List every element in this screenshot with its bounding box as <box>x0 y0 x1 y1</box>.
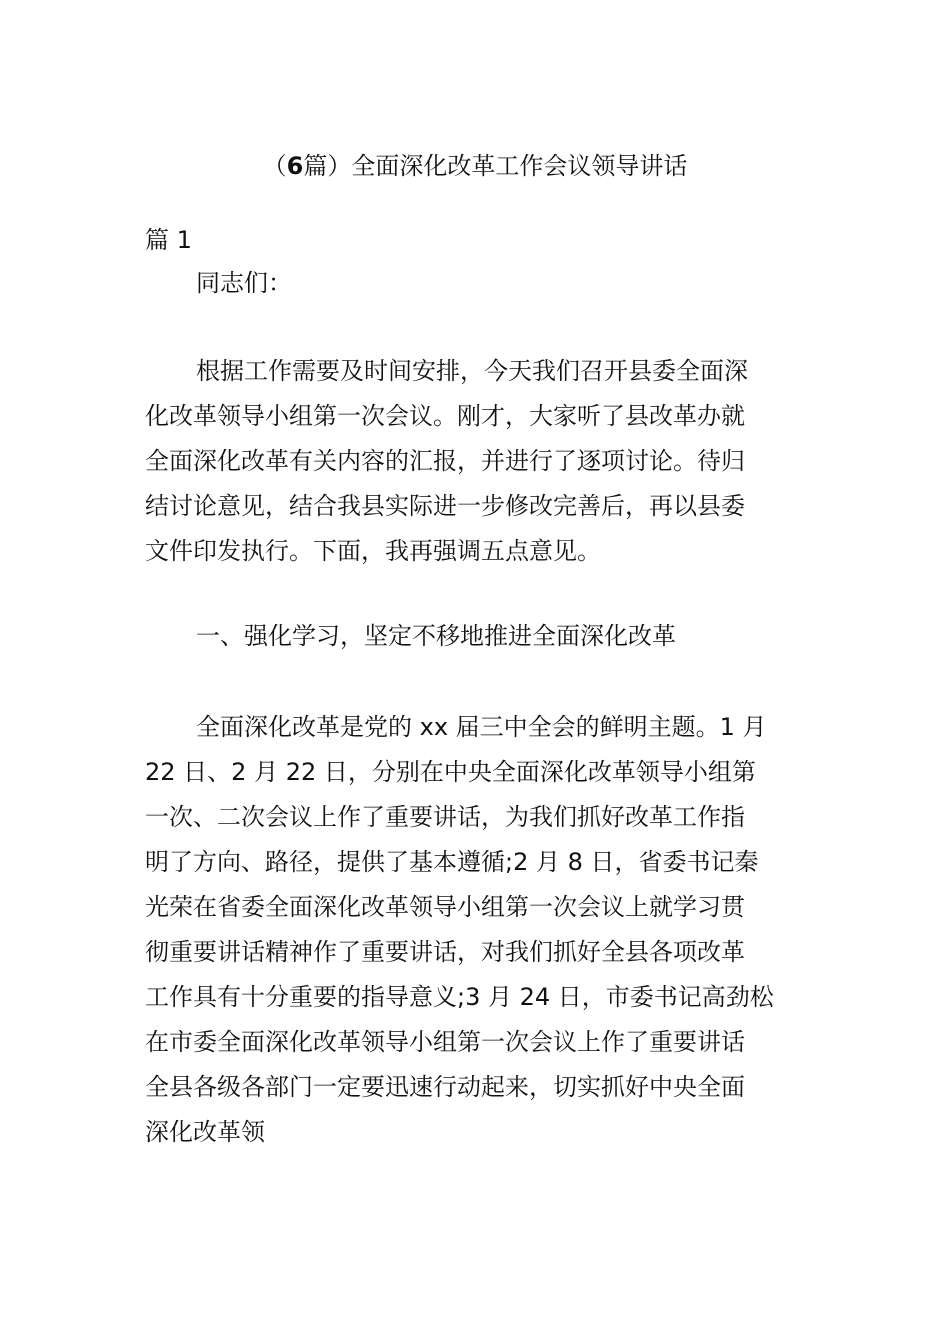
title-prefix: （ <box>262 152 287 180</box>
paragraph-line: 22 日、2 月 22 日，分别在中央全面深化改革领导小组第 <box>145 758 756 786</box>
paragraph-line: 深化改革领 <box>145 1118 265 1146</box>
paragraph-1 <box>145 349 810 574</box>
title-rest: 篇）全面深化改革工作会议领导讲话 <box>303 152 688 180</box>
title-number: 6 <box>286 152 304 180</box>
paragraph-line: 全县各级各部门一定要迅速行动起来，切实抓好中央全面 <box>145 1073 745 1101</box>
paragraph-line: 明了方向、路径，提供了基本遵循;2 月 8 日，省委书记秦 <box>145 848 759 876</box>
paragraph-line: 彻重要讲话精神作了重要讲话，对我们抓好全县各项改革 <box>145 938 745 966</box>
paragraph-line: 一次、二次会议上作了重要讲话，为我们抓好改革工作指 <box>145 803 745 831</box>
salutation: 同志们： <box>196 269 292 297</box>
section-heading-1: 一、强化学习，坚定不移地推进全面深化改革 <box>196 622 676 650</box>
section-label: 篇 1 <box>145 226 192 254</box>
paragraph-line: 光荣在省委全面深化改革领导小组第一次会议上就学习贯 <box>145 893 745 921</box>
document-title <box>145 148 805 184</box>
paragraph-line: 全面深化改革是党的 xx 届三中全会的鲜明主题。1 月 <box>196 713 767 741</box>
paragraph-2 <box>145 705 810 1155</box>
paragraph-line: 在市委全面深化改革领导小组第一次会议上作了重要讲话 <box>145 1028 745 1056</box>
paragraph-line: 全面深化改革有关内容的汇报，并进行了逐项讨论。待归 <box>145 447 745 475</box>
paragraph-line: 结讨论意见，结合我县实际进一步修改完善后，再以县委 <box>145 492 745 520</box>
paragraph-line: 文件印发执行。下面，我再强调五点意见。 <box>145 537 601 565</box>
paragraph-line: 工作具有十分重要的指导意义;3 月 24 日，市委书记高劲松 <box>145 983 774 1011</box>
paragraph-line: 根据工作需要及时间安排，今天我们召开县委全面深 <box>196 357 748 385</box>
paragraph-line: 化改革领导小组第一次会议。刚才，大家听了县改革办就 <box>145 402 745 430</box>
